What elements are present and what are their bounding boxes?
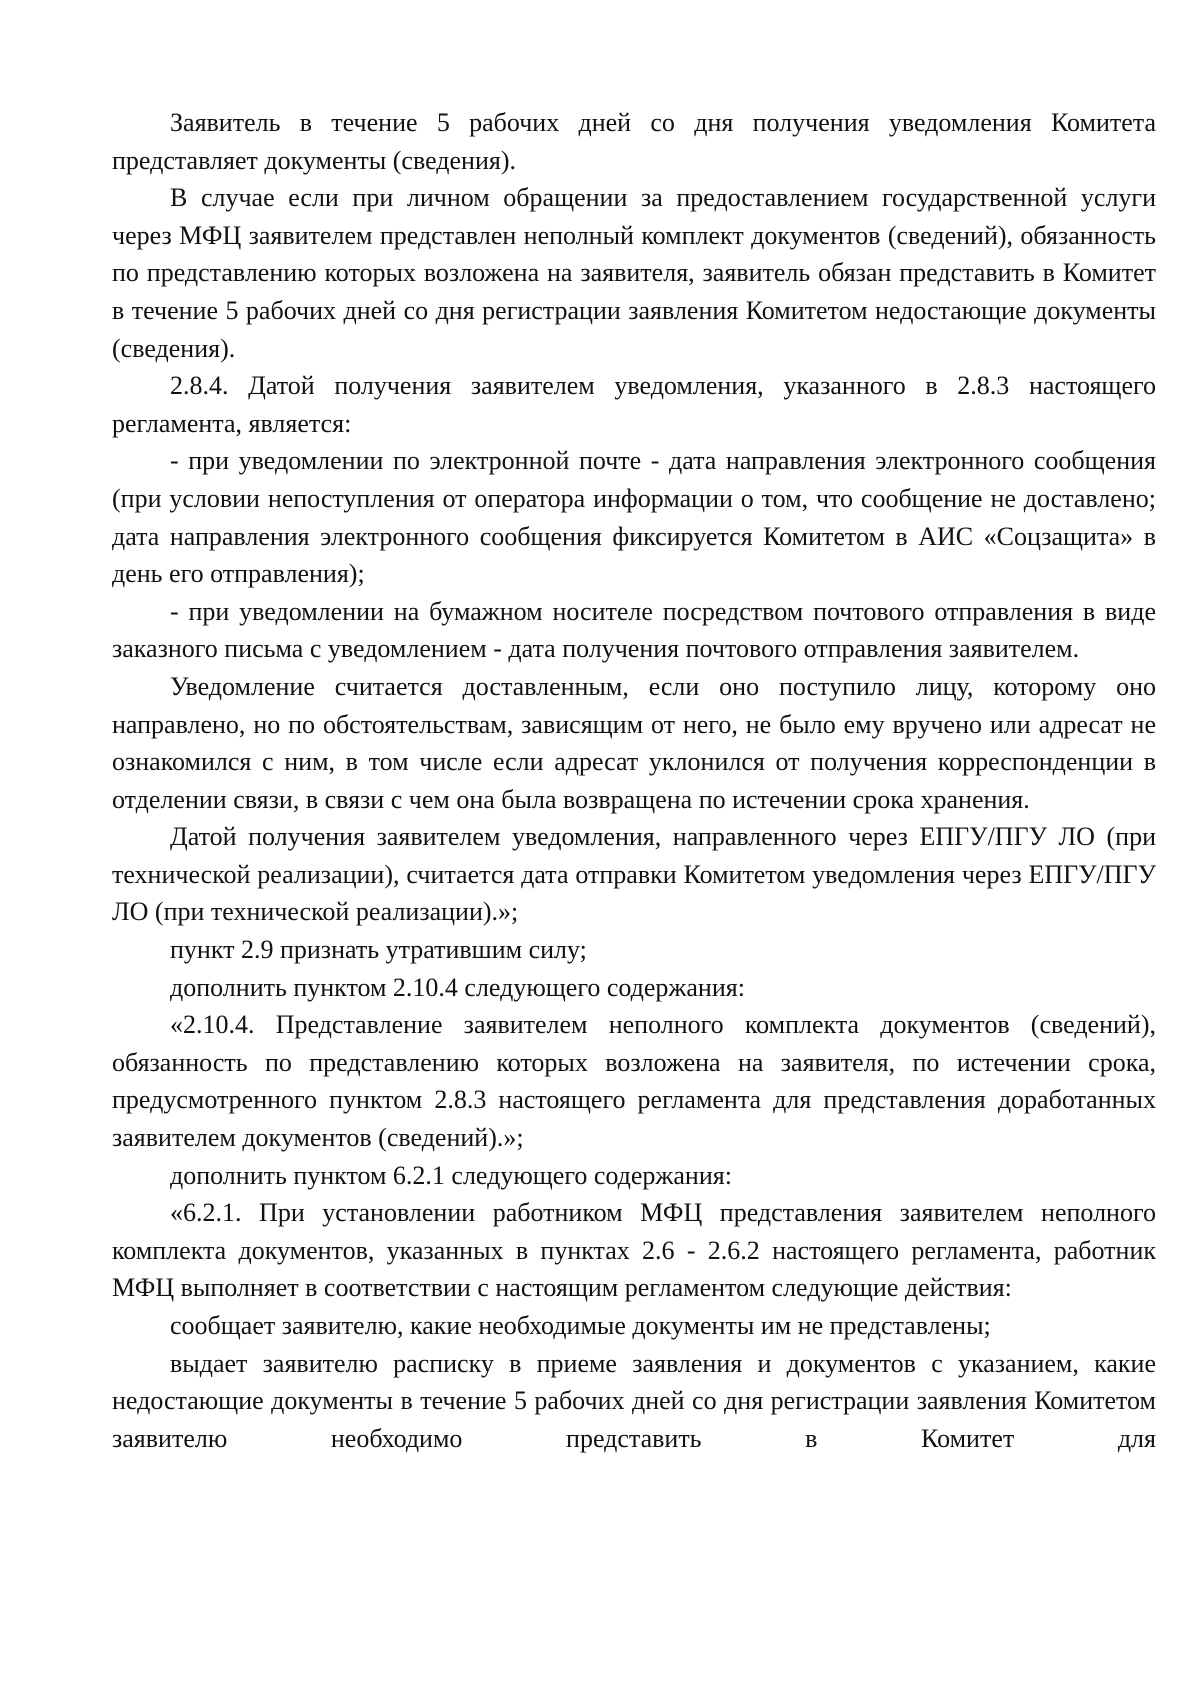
paragraph-deadline-5-days: Заявитель в течение 5 рабочих дней со дня получения уведомления Комитета представляет документы (сведения). xyxy=(112,108,1156,175)
paragraph-email-notification: - при уведомлении по электронной почте - дата направления электронного сообщения (при условии непоступления от оператора информации о том, что сообщение не доставлено; дата направления электронного сообщения фиксируется Комитетом в АИС «Соцзащита» в день его отправления); xyxy=(112,446,1156,589)
paragraph-2-8-4: 2.8.4. Датой получения заявителем уведомления, указанного в 2.8.3 настоящего регламента, является: xyxy=(112,371,1156,438)
paragraph-2-9-void: пункт 2.9 признать утратившим силу; xyxy=(170,935,587,965)
paragraph-notification-delivered: Уведомление считается доставленным, если оно поступило лицу, которому оно направлено, но по обстоятельствам, зависящим от него, не было ему вручено или адресат не ознакомился с ним, в том числе если адресат уклонился от получения корреспонденции в отделении связи, в связи с чем она была возвращена по истечении срока хранения. xyxy=(112,671,1156,814)
paragraph-2-10-4: «2.10.4. Представление заявителем неполного комплекта документов (сведений), обязанность по представлению которых возложена на заявителя, по истечении срока, предусмотренного пунктом 2.8.3 настоящего регламента для представления доработанных заявителем документов (сведений).»; xyxy=(112,1010,1156,1153)
paragraph-incomplete-set-mfc: В случае если при личном обращении за предоставлением государственной услуги через МФЦ заявителем представлен неполный комплект документов (сведений), обязанность по представлению которых возложена на заявителя, заявитель обязан представить в Комитет в течение 5 рабочих дней со дня регистрации заявления Комитетом недостающие документы (сведения). xyxy=(112,183,1156,363)
paragraph-paper-notification: - при уведомлении на бумажном носителе посредством почтового отправления в виде заказного письма с уведомлением - дата получения почтового отправления заявителем. xyxy=(112,596,1156,664)
paragraph-epgu-notification: Датой получения заявителем уведомления, направленного через ЕПГУ/ПГУ ЛО (при технической реализации), считается дата отправки Комитетом уведомления через ЕПГУ/ПГУ ЛО (при технической реализации).»; xyxy=(112,822,1156,927)
paragraph-informs-applicant: сообщает заявителю, какие необходимые документы им не представлены; xyxy=(170,1311,991,1340)
paragraph-6-2-1: «6.2.1. При установлении работником МФЦ представления заявителем неполного комплекта документов, указанных в пунктах 2.6 - 2.6.2 настоящего регламента, работник МФЦ выполняет в соответствии с настоящим регламентом следующие действия: xyxy=(112,1198,1156,1303)
paragraph-add-6-2-1: дополнить пунктом 6.2.1 следующего содержания: xyxy=(170,1160,732,1190)
document-page xyxy=(112,104,1156,1457)
paragraph-add-2-10-4: дополнить пунктом 2.10.4 следующего содержания: xyxy=(170,972,745,1002)
paragraph-issues-receipt: выдает заявителю расписку в приеме заявления и документов с указанием, какие недостающие документы в течение 5 рабочих дней со дня регистрации заявления Комитетом заявителю необходимо представить в Комитет для xyxy=(112,1348,1156,1453)
